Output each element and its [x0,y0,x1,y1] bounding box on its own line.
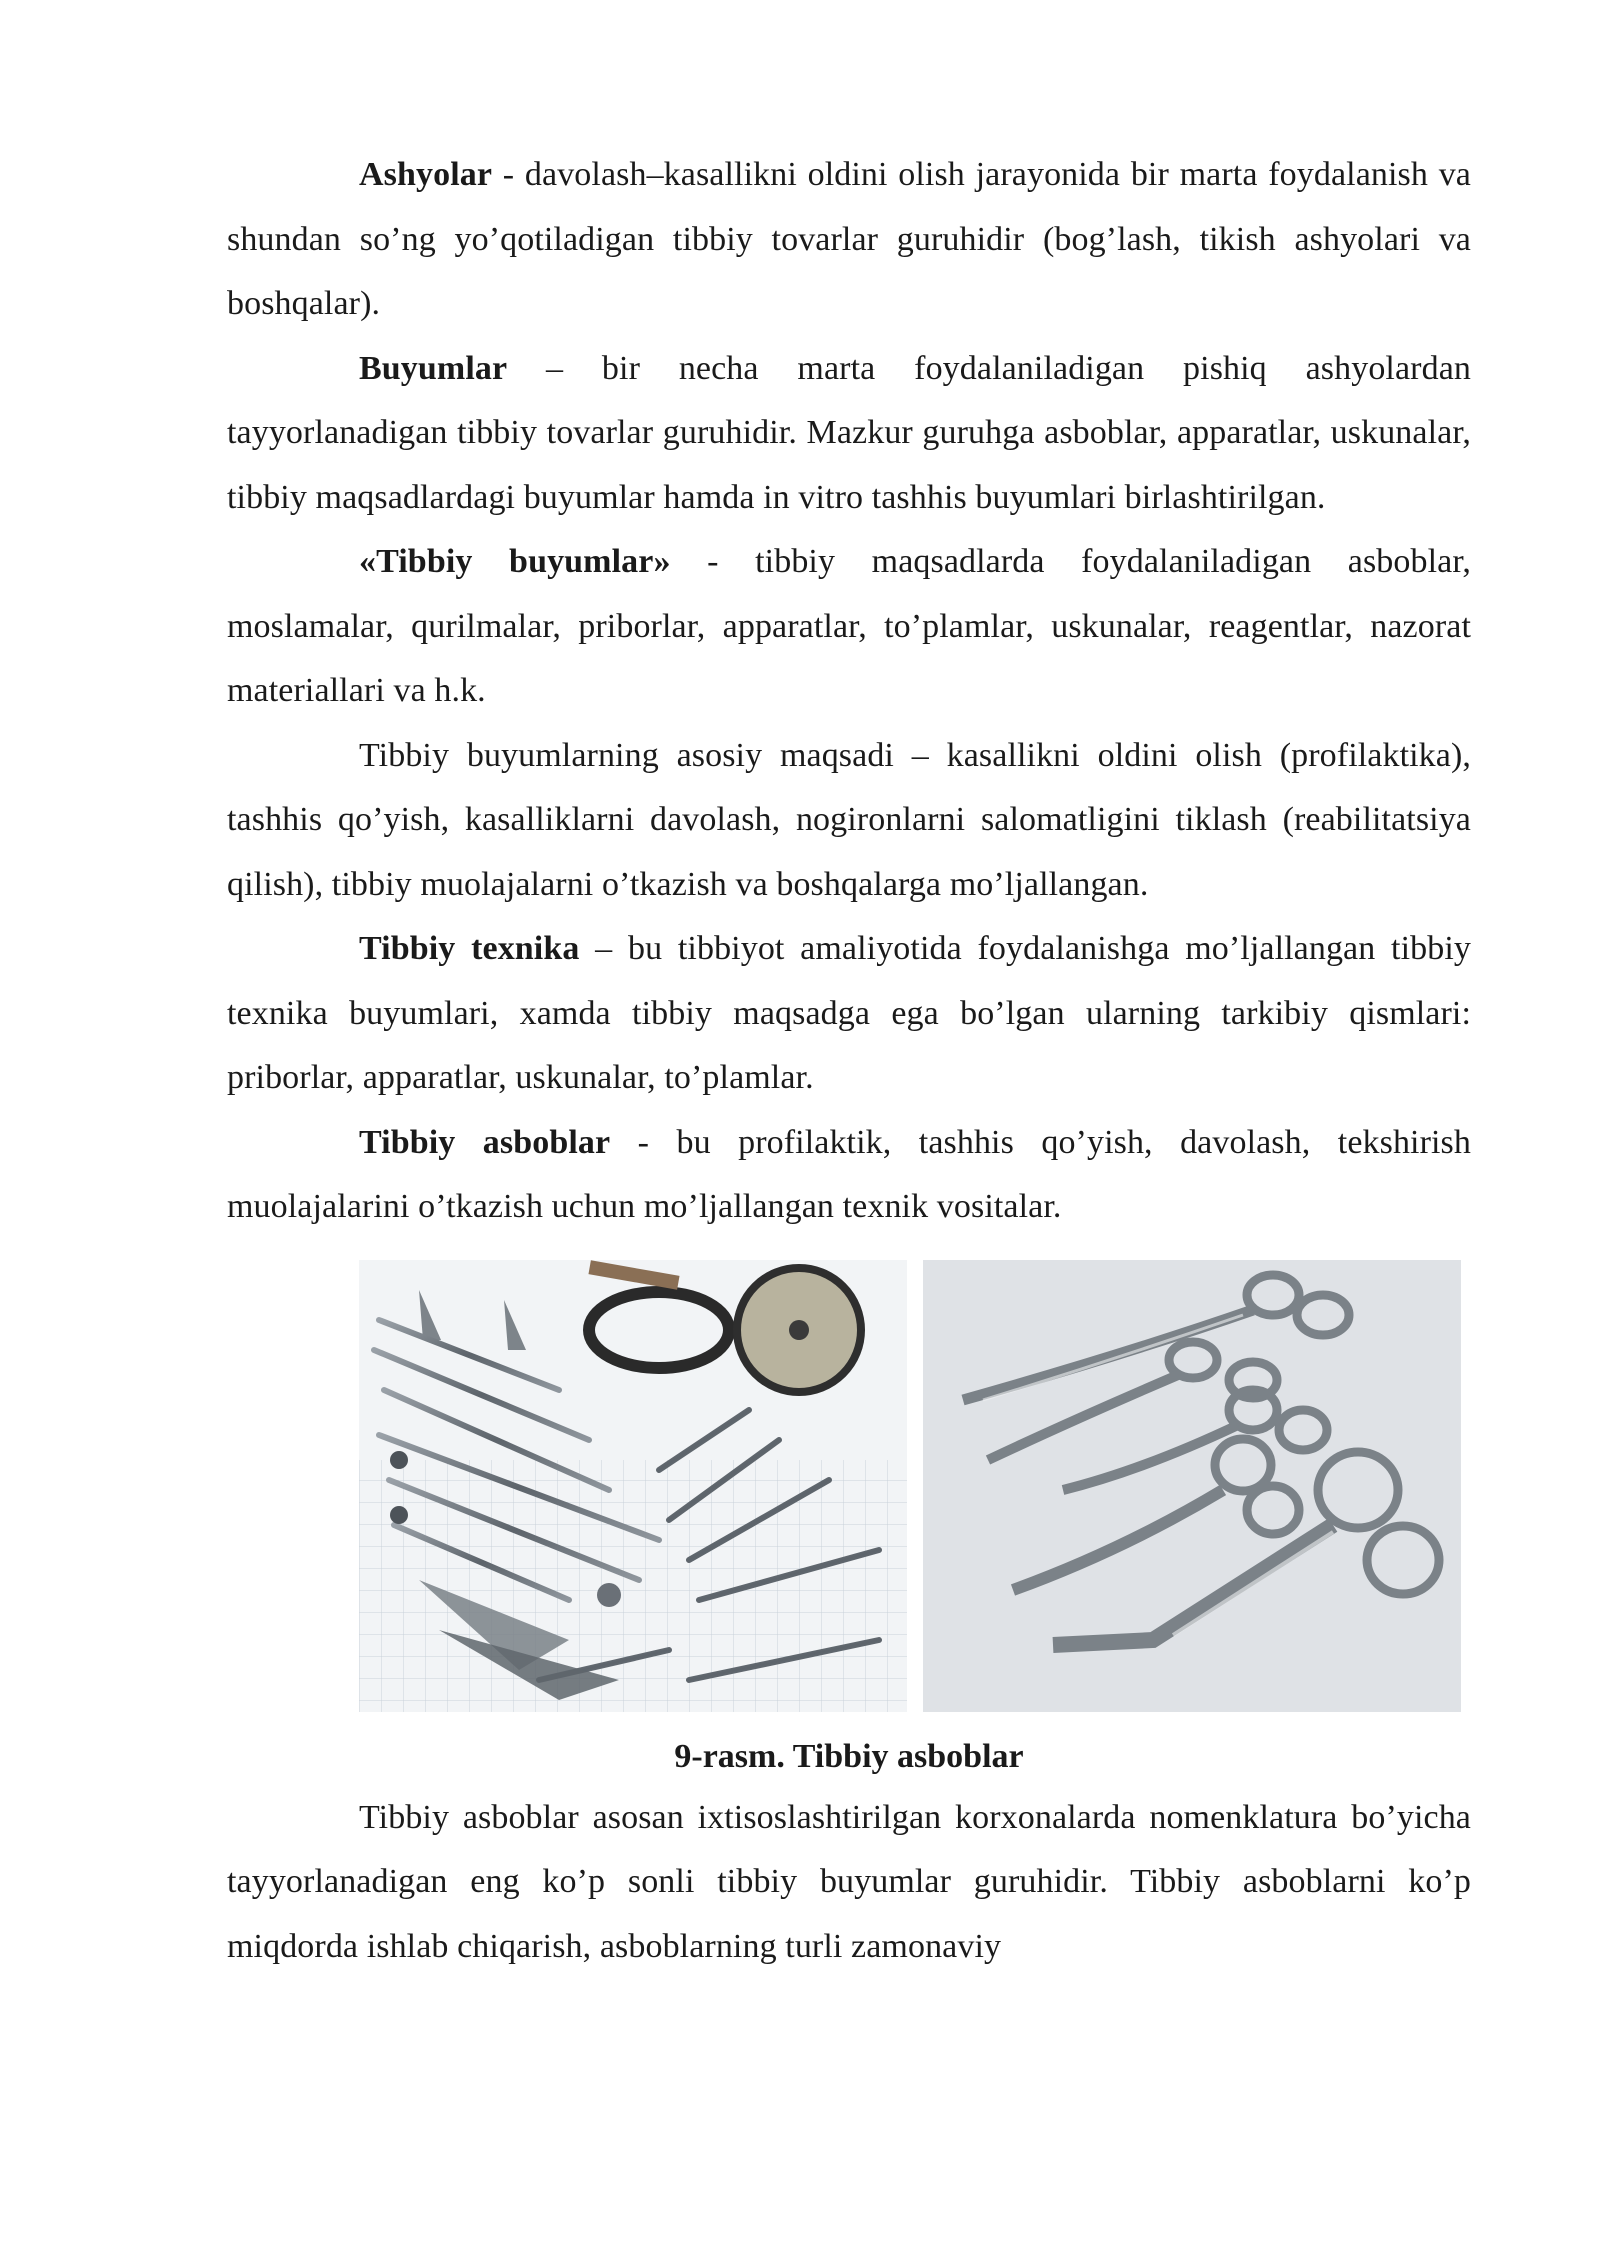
term-buyumlar: Buyumlar [359,349,508,387]
paragraph-tibbiy-texnika [227,917,1471,1111]
paragraph-continuation-text: Tibbiy asboblar asosan ixtisoslashtirilgan korxonalarda nomenklatura bo’yicha tayyorlanadigan eng ko’p sonli tibbiy buyumlar guruhidir. Tibbiy asboblarni ko’p miqdorda ishlab chiqarish, asboblarning turli zamonaviy [227,1798,1471,1965]
figure-caption: 9-rasm. Tibbiy asboblar [674,1737,1024,1775]
paragraph-continuation [227,1786,1471,1980]
term-tibbiy-asboblar: Tibbiy asboblar [359,1123,611,1161]
definition-tibbiy-texnika: – bu tibbiyot amaliyotida foydalanishga mo’ljallangan tibbiy texnika buyumlari, xamda tibbiy maqsadga ega bo’lgan ularning tarkibiy qismlari: priborlar, apparatlar, uskunalar, to’plamlar. [227,930,1471,1096]
paragraph-ashyolar [227,143,1471,337]
figure-instruments [227,1260,1471,1714]
diagnostic-instruments-image [359,1260,907,1712]
term-tibbiy-texnika: Tibbiy texnika [359,930,580,967]
term-ashyolar: Ashyolar [359,156,493,193]
surgical-scissors-image [923,1260,1461,1712]
paragraph-tibbiy-buyumlar [227,530,1471,724]
paragraph-buyumlar [227,337,1471,531]
term-tibbiy-buyumlar: «Tibbiy buyumlar» [359,543,671,580]
photo-surgical-scissors [923,1260,1461,1712]
definition-ashyolar: - davolash–kasallikni oldini olish jarayonida bir marta foydalanish va shundan so’ng yo’qotiladigan tibbiy tovarlar guruhidir (bog’lash, tikish ashyolari va boshqalar). [227,156,1471,322]
photo-diagnostic-instruments [359,1260,907,1712]
paragraph-tibbiy-asboblar [227,1111,1471,1240]
definition-tibbiy-buyumlar: - tibbiy maqsadlarda foydalaniladigan asboblar, moslamalar, qurilmalar, priborlar, apparatlar, to’plamlar, uskunalar, reagentlar, nazorat materiallari va h.k. [227,543,1472,709]
document-page [227,143,1471,1979]
paragraph-maqsad-text: Tibbiy buyumlarning asosiy maqsadi – kasallikni oldini olish (profilaktika), tashhis qo’yish, kasalliklarni davolash, nogironlarni salomatligini tiklash (reabilitatsiya qilish), tibbiy muolajalarni o’tkazish va boshqalarga mo’ljallangan. [227,736,1471,903]
paragraph-maqsad [227,724,1471,918]
definition-buyumlar: – bir necha marta foydalaniladigan pishiq ashyolardan tayyorlanadigan tibbiy tovarlar guruhidir. Mazkur guruhga asboblar, apparatlar, uskunalar, tibbiy maqsadlardagi buyumlar hamda in vitro tashhis buyumlari birlashtirilgan. [227,349,1471,516]
definition-tibbiy-asboblar: - bu profilaktik, tashhis qo’yish, davolash, tekshirish muolajalarini o’tkazish uchun mo’ljallangan texnik vositalar. [227,1123,1471,1225]
